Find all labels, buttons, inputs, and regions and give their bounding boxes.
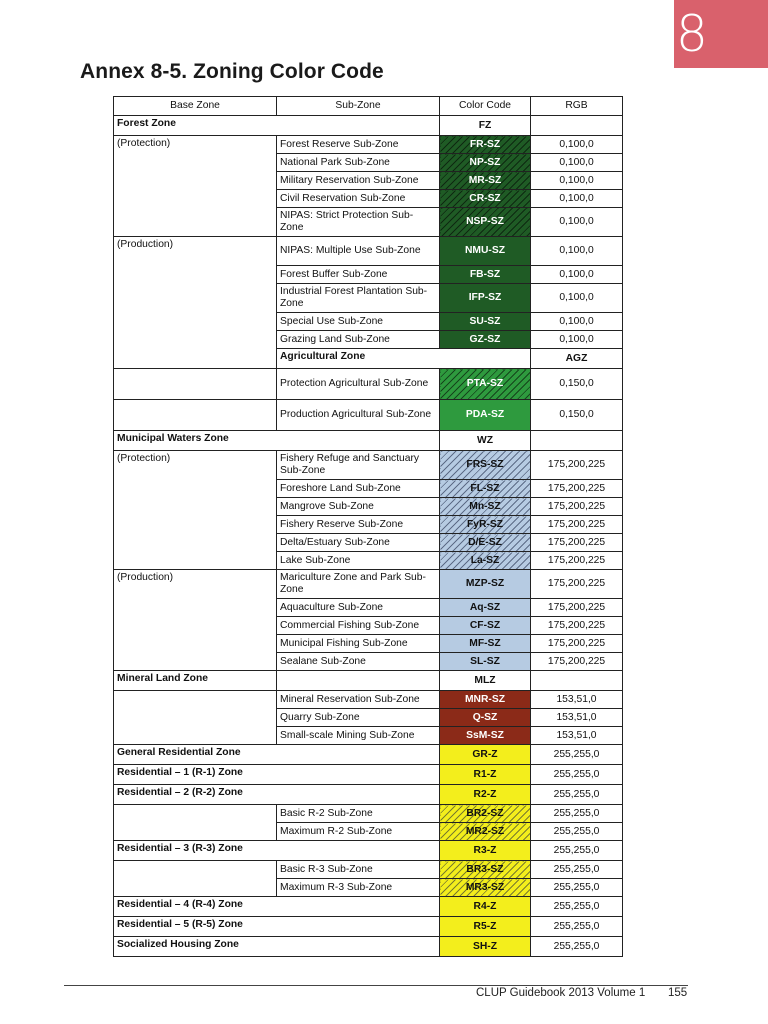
color-code-cell: FL-SZ	[440, 480, 531, 498]
color-code-cell: PTA-SZ	[440, 369, 531, 400]
color-code-cell: MR3-SZ	[440, 879, 531, 897]
table-row	[114, 369, 623, 400]
table-row	[114, 451, 623, 480]
base-zone-cell: Residential – 1 (R-1) Zone	[114, 765, 440, 785]
rgb-cell: 175,200,225	[531, 617, 623, 635]
base-zone-cell: Residential – 4 (R-4) Zone	[114, 897, 440, 917]
sub-zone-cell: Special Use Sub-Zone	[277, 313, 440, 331]
sub-zone-cell: Fishery Refuge and Sanctuary Sub-Zone	[277, 451, 440, 480]
color-code-cell: La-SZ	[440, 552, 531, 570]
base-zone-cell: Residential – 3 (R-3) Zone	[114, 841, 440, 861]
color-code-cell: FZ	[440, 116, 531, 136]
color-code-cell: BR3-SZ	[440, 861, 531, 879]
sub-zone-cell: Fishery Reserve Sub-Zone	[277, 516, 440, 534]
sub-zone-cell	[277, 671, 440, 691]
rgb-cell: 153,51,0	[531, 727, 623, 745]
base-zone-cell: Residential – 5 (R-5) Zone	[114, 917, 440, 937]
sub-zone-cell: Commercial Fishing Sub-Zone	[277, 617, 440, 635]
rgb-cell: 0,100,0	[531, 284, 623, 313]
table-body	[114, 116, 623, 957]
base-zone-cell: Municipal Waters Zone	[114, 431, 440, 451]
rgb-cell: 175,200,225	[531, 498, 623, 516]
color-code-cell: Q-SZ	[440, 709, 531, 727]
sub-zone-cell: Quarry Sub-Zone	[277, 709, 440, 727]
color-code-cell: PDA-SZ	[440, 400, 531, 431]
column-header-sub-zone: Sub-Zone	[277, 97, 440, 116]
color-code-cell: Mn-SZ	[440, 498, 531, 516]
color-code-cell: MF-SZ	[440, 635, 531, 653]
color-code-cell: FRS-SZ	[440, 451, 531, 480]
table-row	[114, 745, 623, 765]
rgb-cell: 175,200,225	[531, 570, 623, 599]
table-row	[114, 570, 623, 599]
base-zone-cell: Socialized Housing Zone	[114, 937, 440, 957]
table-row	[114, 671, 623, 691]
color-code-cell: Aq-SZ	[440, 599, 531, 617]
rgb-cell: 255,255,0	[531, 861, 623, 879]
color-code-cell: GR-Z	[440, 745, 531, 765]
sub-zone-cell: NIPAS: Multiple Use Sub-Zone	[277, 237, 440, 266]
table-row	[114, 785, 623, 805]
rgb-cell: 0,100,0	[531, 208, 623, 237]
rgb-cell: 175,200,225	[531, 653, 623, 671]
rgb-cell: 255,255,0	[531, 841, 623, 861]
sub-zone-cell: Foreshore Land Sub-Zone	[277, 480, 440, 498]
base-zone-cell	[114, 369, 277, 400]
color-code-cell: FyR-SZ	[440, 516, 531, 534]
color-code-cell: BR2-SZ	[440, 805, 531, 823]
rgb-cell: 175,200,225	[531, 534, 623, 552]
table-row	[114, 765, 623, 785]
color-code-cell: MR-SZ	[440, 172, 531, 190]
rgb-cell: 153,51,0	[531, 691, 623, 709]
color-code-cell: NSP-SZ	[440, 208, 531, 237]
color-code-cell: MZP-SZ	[440, 570, 531, 599]
rgb-cell: 175,200,225	[531, 635, 623, 653]
sub-zone-cell: Forest Buffer Sub-Zone	[277, 266, 440, 284]
color-code-cell: D/E-SZ	[440, 534, 531, 552]
zoning-color-code-table	[113, 96, 623, 957]
rgb-cell: 255,255,0	[531, 745, 623, 765]
rgb-cell: 175,200,225	[531, 552, 623, 570]
rgb-cell: 255,255,0	[531, 897, 623, 917]
sub-zone-cell: Mineral Reservation Sub-Zone	[277, 691, 440, 709]
rgb-cell: 0,100,0	[531, 172, 623, 190]
sub-zone-cell: Forest Reserve Sub-Zone	[277, 136, 440, 154]
sub-zone-cell: Production Agricultural Sub-Zone	[277, 400, 440, 431]
color-code-cell: R3-Z	[440, 841, 531, 861]
table-row	[114, 841, 623, 861]
rgb-cell: 175,200,225	[531, 480, 623, 498]
sub-zone-cell: Sealane Sub-Zone	[277, 653, 440, 671]
sub-zone-cell: Maximum R-3 Sub-Zone	[277, 879, 440, 897]
table-row	[114, 691, 623, 709]
table-row	[114, 897, 623, 917]
color-code-cell: NP-SZ	[440, 154, 531, 172]
color-code-cell: R5-Z	[440, 917, 531, 937]
base-zone-cell	[114, 861, 277, 897]
rgb-cell: 0,100,0	[531, 190, 623, 208]
base-zone-cell: (Protection)	[114, 136, 277, 237]
rgb-cell: 255,255,0	[531, 785, 623, 805]
column-header-rgb: RGB	[531, 97, 623, 116]
color-code-cell: FR-SZ	[440, 136, 531, 154]
sub-zone-cell: Lake Sub-Zone	[277, 552, 440, 570]
color-code-cell: MNR-SZ	[440, 691, 531, 709]
base-zone-cell: (Production)	[114, 570, 277, 671]
rgb-cell: 175,200,225	[531, 516, 623, 534]
color-code-cell: SL-SZ	[440, 653, 531, 671]
table-row	[114, 136, 623, 154]
table-row	[114, 400, 623, 431]
base-zone-cell: (Protection)	[114, 451, 277, 570]
base-zone-cell	[114, 400, 277, 431]
color-code-cell: NMU-SZ	[440, 237, 531, 266]
sub-zone-cell: Basic R-2 Sub-Zone	[277, 805, 440, 823]
rgb-cell	[531, 116, 623, 136]
rgb-cell: 255,255,0	[531, 765, 623, 785]
sub-zone-cell: Military Reservation Sub-Zone	[277, 172, 440, 190]
rgb-cell	[531, 431, 623, 451]
rgb-cell: 255,255,0	[531, 937, 623, 957]
rgb-cell: 255,255,0	[531, 805, 623, 823]
base-zone-cell: Mineral Land Zone	[114, 671, 277, 691]
table-row	[114, 861, 623, 879]
rgb-cell: 0,100,0	[531, 237, 623, 266]
base-zone-cell	[114, 805, 277, 841]
rgb-cell: 175,200,225	[531, 599, 623, 617]
color-code-cell: CR-SZ	[440, 190, 531, 208]
rgb-cell: 0,100,0	[531, 136, 623, 154]
color-code-cell: SsM-SZ	[440, 727, 531, 745]
table-row	[114, 431, 623, 451]
column-header-color-code: Color Code	[440, 97, 531, 116]
color-code-cell: SU-SZ	[440, 313, 531, 331]
rgb-cell: 0,100,0	[531, 266, 623, 284]
sub-zone-cell: NIPAS: Strict Protection Sub-Zone	[277, 208, 440, 237]
color-code-cell: WZ	[440, 431, 531, 451]
rgb-cell: 255,255,0	[531, 917, 623, 937]
color-code-cell: GZ-SZ	[440, 331, 531, 349]
sub-zone-cell: Maximum R-2 Sub-Zone	[277, 823, 440, 841]
rgb-cell: 255,255,0	[531, 823, 623, 841]
rgb-cell: 0,100,0	[531, 154, 623, 172]
sub-zone-cell: National Park Sub-Zone	[277, 154, 440, 172]
color-code-cell: IFP-SZ	[440, 284, 531, 313]
rgb-cell: 0,100,0	[531, 331, 623, 349]
sub-zone-cell: Delta/Estuary Sub-Zone	[277, 534, 440, 552]
table-row	[114, 917, 623, 937]
base-zone-cell: (Production)	[114, 237, 277, 369]
color-code-cell: FB-SZ	[440, 266, 531, 284]
footer-page-number: 155	[668, 987, 688, 999]
base-zone-cell: Agricultural Zone	[277, 349, 531, 369]
table-header-row	[114, 97, 623, 116]
footer-publication: CLUP Guidebook 2013 Volume 1	[476, 987, 646, 999]
sub-zone-cell: Mangrove Sub-Zone	[277, 498, 440, 516]
color-code-cell: MLZ	[440, 671, 531, 691]
color-code-cell: R4-Z	[440, 897, 531, 917]
column-header-base-zone: Base Zone	[114, 97, 277, 116]
footer-rule	[64, 985, 688, 986]
table-row	[114, 116, 623, 136]
sub-zone-cell: Protection Agricultural Sub-Zone	[277, 369, 440, 400]
sub-zone-cell: Basic R-3 Sub-Zone	[277, 861, 440, 879]
rgb-cell	[531, 671, 623, 691]
table-row	[114, 937, 623, 957]
page-title: Annex 8-5. Zoning Color Code	[80, 60, 384, 83]
base-zone-cell	[114, 691, 277, 745]
table-row	[114, 237, 623, 266]
base-zone-cell: General Residential Zone	[114, 745, 440, 765]
rgb-cell: 153,51,0	[531, 709, 623, 727]
color-code-cell: AGZ	[531, 349, 623, 369]
sub-zone-cell: Industrial Forest Plantation Sub-Zone	[277, 284, 440, 313]
base-zone-cell: Forest Zone	[114, 116, 440, 136]
base-zone-cell: Residential – 2 (R-2) Zone	[114, 785, 440, 805]
color-code-cell: CF-SZ	[440, 617, 531, 635]
color-code-cell: R2-Z	[440, 785, 531, 805]
rgb-cell: 0,150,0	[531, 369, 623, 400]
rgb-cell: 0,150,0	[531, 400, 623, 431]
rgb-cell: 255,255,0	[531, 879, 623, 897]
color-code-cell: R1-Z	[440, 765, 531, 785]
sub-zone-cell: Grazing Land Sub-Zone	[277, 331, 440, 349]
sub-zone-cell: Mariculture Zone and Park Sub-Zone	[277, 570, 440, 599]
table-row	[114, 805, 623, 823]
rgb-cell: 175,200,225	[531, 451, 623, 480]
color-code-cell: SH-Z	[440, 937, 531, 957]
sub-zone-cell: Small-scale Mining Sub-Zone	[277, 727, 440, 745]
rgb-cell: 0,100,0	[531, 313, 623, 331]
sub-zone-cell: Municipal Fishing Sub-Zone	[277, 635, 440, 653]
color-code-cell: MR2-SZ	[440, 823, 531, 841]
sub-zone-cell: Civil Reservation Sub-Zone	[277, 190, 440, 208]
sub-zone-cell: Aquaculture Sub-Zone	[277, 599, 440, 617]
chapter-number-tab: 8	[674, 0, 768, 68]
